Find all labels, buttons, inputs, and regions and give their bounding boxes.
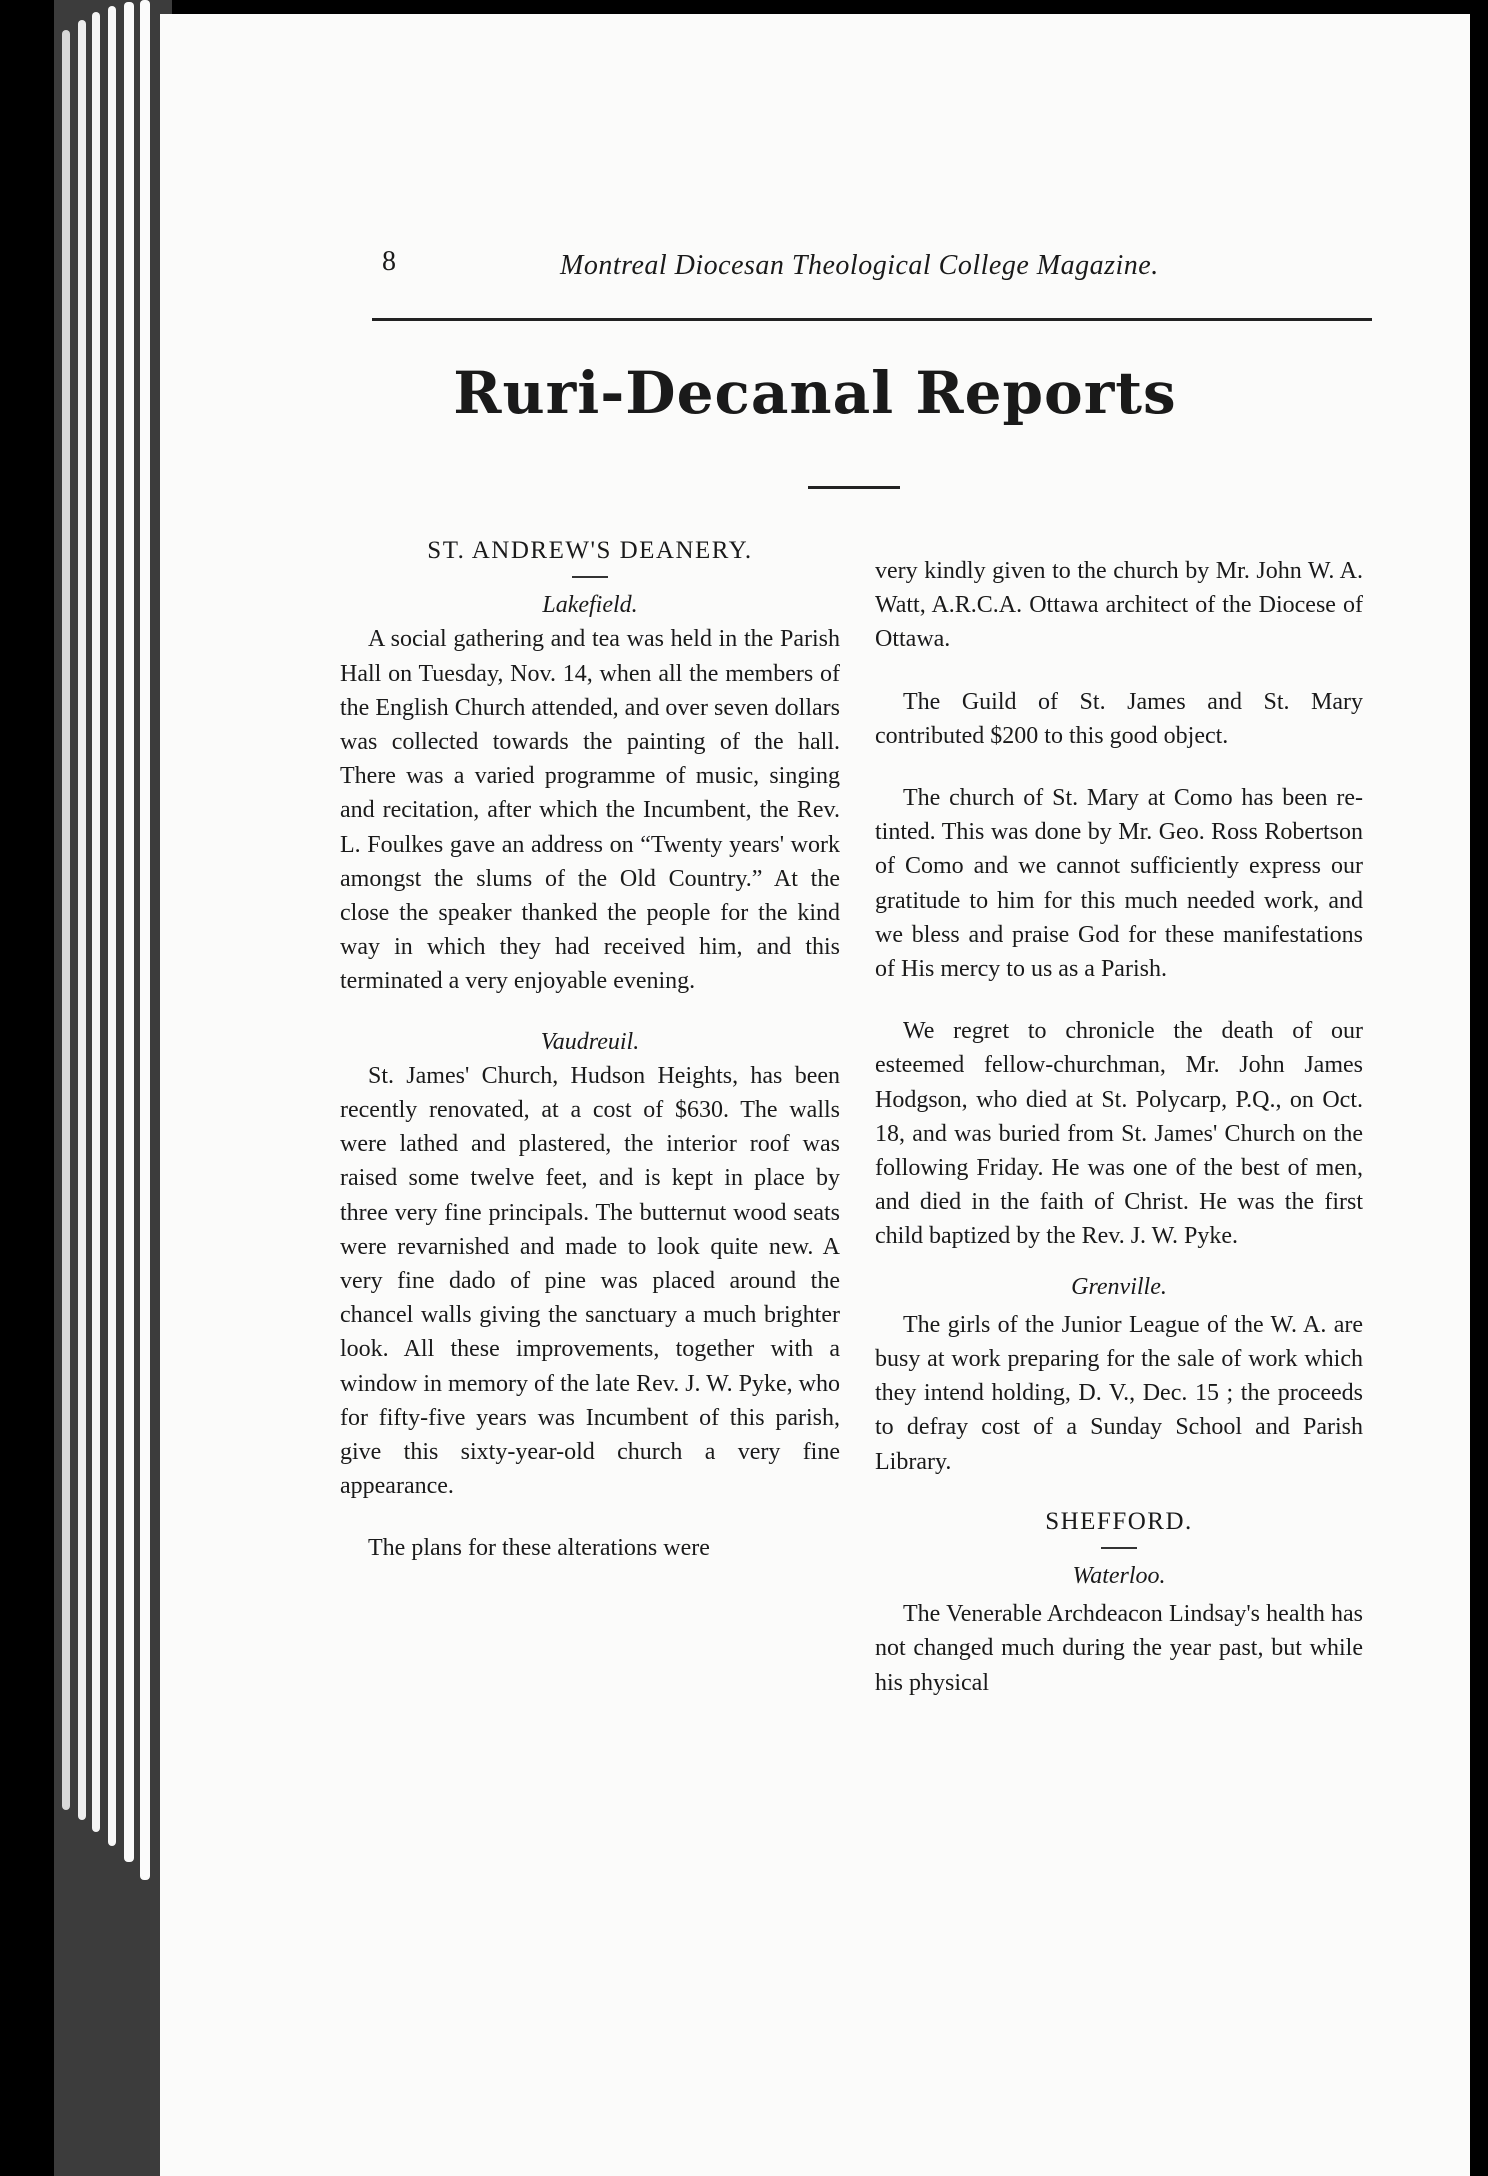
page-title: Ruri-Decanal Reports xyxy=(453,359,1177,427)
paragraph-continuation: very kindly given to the church by Mr. John W. A. Watt, A.R.C.A. Ottawa architect of the Diocese of Ottawa. xyxy=(875,558,1363,653)
running-head: Montreal Diocesan Theological College Magazine. xyxy=(560,250,1159,281)
section-rule xyxy=(572,576,608,578)
section-rule xyxy=(1101,1547,1137,1549)
header-rule xyxy=(372,318,1372,321)
page-stack-edge xyxy=(108,6,116,1846)
page-stack-edge xyxy=(92,12,100,1832)
paragraph-hodgson: We regret to chronicle the death of our esteemed fellow-churchman, Mr. John James Hodgson, who died at St. Polycarp, P.Q., on Oct. 18, and was buried from St. James' Church on the following Friday. He was one of the best of men, and died in the faith of Christ. He was the first child baptized by the Rev. J. W. Pyke. xyxy=(875,1018,1363,1250)
paragraph-como: The church of St. Mary at Como has been re-tinted. This was done by Mr. Geo. Ross Robertson of Como and we cannot sufficiently express our gratitude to him for this much needed work, and we bless and praise God for these manifestations of His mercy to us as a Parish. xyxy=(875,785,1363,983)
paragraph-vaudreuil: St. James' Church, Hudson Heights, has been recently renovated, at a cost of $630. The walls were lathed and plastered, the interior roof was raised some twelve feet, and is kept in place by three very fine principals. The butternut wood seats were revarnished and made to look quite new. A very fine dado of pine was placed around the chancel walls giving the sanctuary a much brighter look. All these improvements, together with a window in memory of the late Rev. J. W. Pyke, who for fifty-five years was Incumbent of this parish, give this sixty-year-old church a very fine appearance. xyxy=(340,1062,840,1500)
place-heading-grenville: Grenville. xyxy=(1071,1273,1167,1300)
paragraph-vaudreuil-plans: The plans for these alterations were xyxy=(368,1535,710,1562)
magazine-page xyxy=(160,14,1470,2176)
left-column xyxy=(340,534,840,1566)
page-number: 8 xyxy=(382,246,396,277)
place-heading-lakefield: Lakefield. xyxy=(542,592,638,619)
paragraph-grenville: The girls of the Junior League of the W. A. are busy at work preparing for the sale of work which they intend holding, D. V., Dec. 15 ; the proceeds to defray cost of a Sunday School and Parish Library. xyxy=(875,1311,1363,1475)
right-column xyxy=(875,554,1363,1700)
page-stack-edge xyxy=(62,30,70,1810)
place-heading-vaudreuil: Vaudreuil. xyxy=(540,1028,640,1055)
paragraph-waterloo: The Venerable Archdeacon Lindsay's health has not changed much during the year past, but while his physical xyxy=(875,1601,1363,1696)
page-stack-edge xyxy=(124,2,134,1862)
deanery-heading: ST. ANDREW'S DEANERY. xyxy=(427,537,753,564)
page-stack-edge xyxy=(140,0,150,1880)
title-rule xyxy=(808,486,900,489)
paragraph-lakefield: A social gathering and tea was held in the Parish Hall on Tuesday, Nov. 14, when all the members of the English Church attended, and over seven dollars was collected towards the painting of the hall. There was a varied programme of music, singing and recitation, after which the Incumbent, the Rev. L. Foulkes gave an address on “Twenty years' work amongst the slums of the Old Country.” At the close the speaker thanked the people for the kind way in which they had received him, and this terminated a very enjoyable evening. xyxy=(340,626,840,995)
paragraph-guild: The Guild of St. James and St. Mary contributed $200 to this good object. xyxy=(875,688,1363,749)
page-stack-edge xyxy=(78,20,86,1820)
place-heading-waterloo: Waterloo. xyxy=(1072,1563,1166,1590)
shefford-heading: SHEFFORD. xyxy=(1045,1507,1193,1535)
